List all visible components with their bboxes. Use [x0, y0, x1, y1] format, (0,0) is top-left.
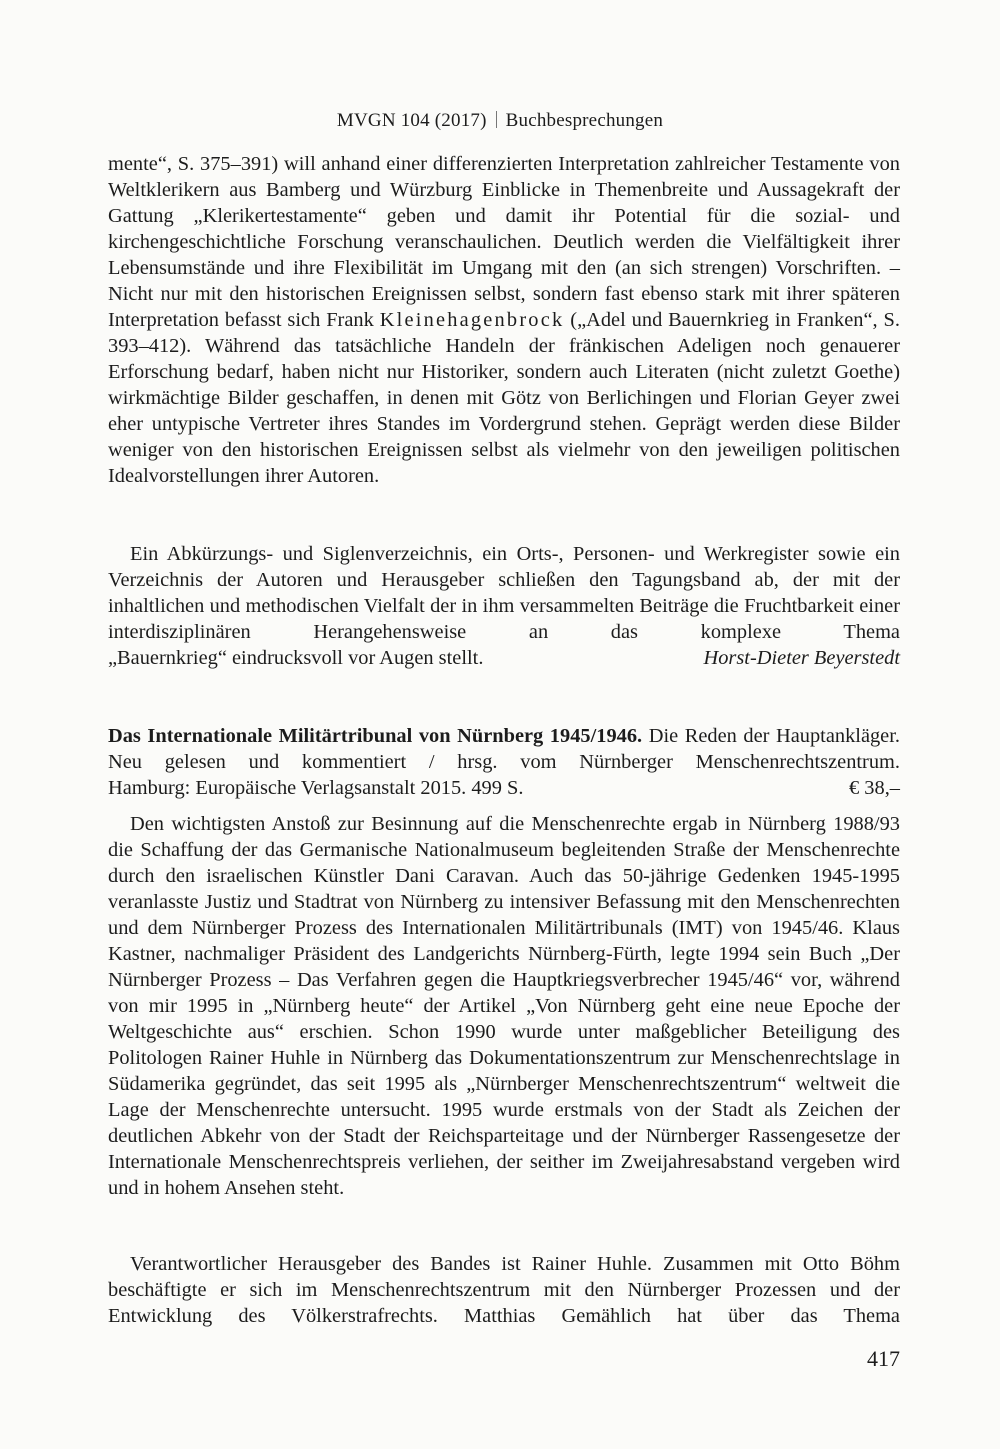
- book-title: Das Internationale Militärtribunal von Nürnberg 1945/1946.: [108, 725, 643, 747]
- review2-paragraph1: [108, 811, 900, 1201]
- review1-para2-text: Ein Abkürzungs- und Siglenverzeichnis, ein Orts-, Personen- und Werkregister sowie ein Verzeichnis der Autoren und Herausgeber schließen den Tagungsband ab, der mit der inhaltlichen und methodischen Vielfalt der in ihm versammelten Beiträge die Fruchtbarkeit einer interdisziplinären Herangehensweise an das komplexe Thema: [108, 543, 900, 643]
- signoff-line: [108, 645, 900, 671]
- book-subtitle: Die Reden der Hauptankläger. Neu gelesen und kommentiert / hrsg. vom Nürnberger Menschenrechtszentrum.: [108, 725, 900, 773]
- book-entry: [108, 723, 900, 801]
- review1-paragraph1: [108, 151, 900, 489]
- review1-text-b: („Adel und Bauernkrieg in Franken“, S. 393–412). Während das tatsächliche Handeln der fränkischen Adeligen noch genauerer Erforschung bedarf, haben nicht nur Historiker, sondern auch Literaten (nicht zuletzt Goethe) wirkmächtige Bilder geschaffen, in denen mit Götz von Berlichingen und Florian Geyer zwei eher untypische Vertreter ihres Standes im Vordergrund stehen. Geprägt werden diese Bilder weniger von den historischen Ereignissen selbst als vielmehr von den jeweiligen politischen Idealvorstellungen ihrer Autoren.: [108, 309, 900, 487]
- review1-paragraph2: [108, 541, 900, 671]
- review2-para1-text: Den wichtigsten Anstoß zur Besinnung auf die Menschenrechte ergab in Nürnberg 1988/93 die Schaffung der das Germanische Nationalmuseum begleitenden Straße der Menschenrechte durch den israelischen Künstler Dani Caravan. Auch das 50-jährige Gedenken 1945-1995 veranlasste Justiz und Stadtrat von Nürnberg zu intensiver Befassung mit den Menschenrechten und dem Nürnberger Prozess des Internationalen Militärtribunals (IMT) von 1945/46. Klaus Kastner, nachmaliger Präsident des Landgerichts Nürnberg-Fürth, legte 1994 sein Buch „Der Nürnberger Prozess – Das Verfahren gegen die Hauptkriegsverbrecher 1945/46“ vor, während von mir 1995 in „Nürnberg heute“ der Artikel „Von Nürnberg geht eine neue Epoche der Weltgeschichte aus“ erschien. Schon 1990 wurde unter maßgeblicher Beteiligung des Politologen Rainer Huhle in Nürnberg das Dokumentationszentrum zur Menschenrechtslage in Südamerika gegründet, das seit 1995 als „Nürnberger Menschenrechtszentrum“ weltweit die Lage der Menschenrechte untersucht. 1995 wurde erstmals von der Stadt als Zeichen der deutlichen Abkehr von der Stadt der Reichsparteitage und der Nürnberger Rassengesetze der Internationale Menschenrechtspreis verliehen, der seither im Zweijahresabstand vergeben wird und in hohem Ansehen steht.: [108, 813, 900, 1199]
- review1-para2-last: „Bauernkrieg“ eindrucksvoll vor Augen stellt.: [108, 647, 484, 669]
- section-title: Buchbesprechungen: [505, 110, 664, 131]
- book-price: € 38,–: [849, 777, 900, 799]
- review2-para2-text: Verantwortlicher Herausgeber des Bandes ist Rainer Huhle. Zusammen mit Otto Böhm beschäftigte er sich im Menschenrechtszentrum mit den Nürnberger Prozessen und der Entwicklung des Völkerstrafrechts. Matthias Gemählich hat über das Thema: [108, 1253, 900, 1327]
- reviewer-name: Horst-Dieter Beyerstedt: [703, 647, 900, 669]
- running-header: [0, 110, 1000, 132]
- header-separator: [496, 111, 497, 128]
- author-name-spaced: Kleinehagenbrock: [379, 309, 565, 331]
- review2-paragraph2: [108, 1251, 900, 1329]
- publisher-price-line: [108, 775, 900, 801]
- journal-reference: MVGN 104 (2017): [336, 110, 487, 131]
- review1-text-a: mente“, S. 375–391) will anhand einer differenzierten Interpretation zahlreicher Testamente von Weltklerikern aus Bamberg und Würzburg Einblicke in Themenbreite und Aussagekraft der Gattung „Klerikertestamente“ geben und damit ihr Potential für die sozial- und kirchengeschichtliche Forschung veranschaulichen. Deutlich werden die Vielfältigkeit ihrer Lebensumstände und ihre Flexibilität im Umgang mit den (an sich strengen) Vorschriften. – Nicht nur mit den historischen Ereignissen selbst, sondern fast ebenso stark mit ihrer späteren Interpretation befasst sich Frank: [108, 153, 900, 331]
- page-number: 417: [867, 1346, 900, 1371]
- book-publisher: Hamburg: Europäische Verlagsanstalt 2015. 499 S.: [108, 777, 524, 799]
